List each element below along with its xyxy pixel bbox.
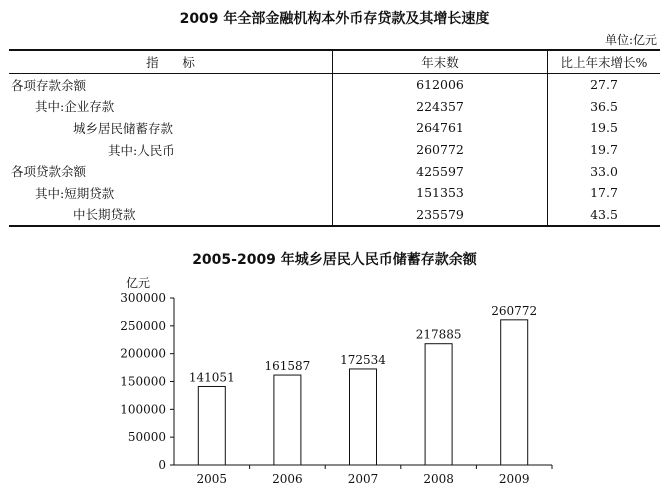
row-value-cell: 151353 (333, 182, 548, 204)
table-title: 2009 年全部金融机构本外币存贷款及其增长速度 (179, 11, 490, 27)
row-value-cell: 612006 (333, 74, 548, 96)
row-name-cell: 其中:短期贷款 (35, 185, 115, 201)
row-value-cell: 224357 (333, 96, 548, 118)
row-growth-cell: 43.5 (548, 204, 661, 227)
header-growth: 比上年末增长% (548, 50, 661, 74)
row-growth-cell: 19.7 (548, 139, 661, 161)
unit-label: 单位:亿元 (604, 33, 657, 47)
data-label: 141051 (188, 370, 235, 385)
x-tick-label: 2009 (498, 472, 530, 486)
header-indicator: 指 标 (9, 50, 333, 74)
x-tick-label: 2005 (196, 472, 228, 486)
row-value-cell: 235579 (333, 204, 548, 227)
data-label: 172534 (340, 352, 386, 367)
row-value-cell: 260772 (333, 139, 548, 161)
row-value-cell: 264761 (333, 117, 548, 139)
bar-2008 (425, 344, 452, 465)
y-tick-label: 300000 (120, 291, 166, 305)
y-tick-label: 200000 (120, 346, 166, 361)
row-growth-cell: 19.5 (548, 117, 661, 139)
y-tick-label: 50000 (127, 430, 166, 445)
y-tick-label: 150000 (120, 374, 166, 389)
bar-2007 (350, 369, 377, 465)
row-growth-cell: 36.5 (548, 96, 661, 118)
chart-title: 2005-2009 年城乡居民人民币储蓄存款余额 (192, 252, 477, 268)
x-tick-label: 2008 (423, 472, 454, 486)
row-name-cell: 中长期贷款 (73, 207, 136, 223)
row-name-cell: 其中:人民币 (108, 142, 175, 158)
y-axis-label: 亿元 (125, 276, 151, 290)
bar-2009 (501, 320, 528, 465)
row-value-cell: 425597 (333, 160, 548, 182)
row-name-cell: 其中:企业存款 (35, 99, 115, 115)
data-label: 217885 (415, 327, 462, 342)
row-name-cell: 城乡居民储蓄存款 (73, 120, 174, 136)
y-tick-label: 0 (158, 458, 166, 472)
bar-2005 (198, 386, 225, 465)
bar-2006 (274, 375, 301, 465)
y-tick-label: 250000 (120, 318, 166, 333)
row-growth-cell: 17.7 (548, 182, 661, 204)
data-label: 161587 (264, 359, 311, 374)
data-label: 260772 (491, 303, 538, 318)
row-growth-cell: 33.0 (548, 160, 661, 182)
header-year-end: 年末数 (333, 50, 548, 74)
row-name-cell: 各项存款余额 (11, 77, 87, 93)
x-tick-label: 2006 (272, 472, 303, 486)
row-name-cell: 各项贷款余额 (11, 164, 87, 180)
row-growth-cell: 27.7 (548, 74, 661, 96)
x-tick-label: 2007 (347, 472, 379, 486)
y-tick-label: 100000 (120, 402, 166, 417)
